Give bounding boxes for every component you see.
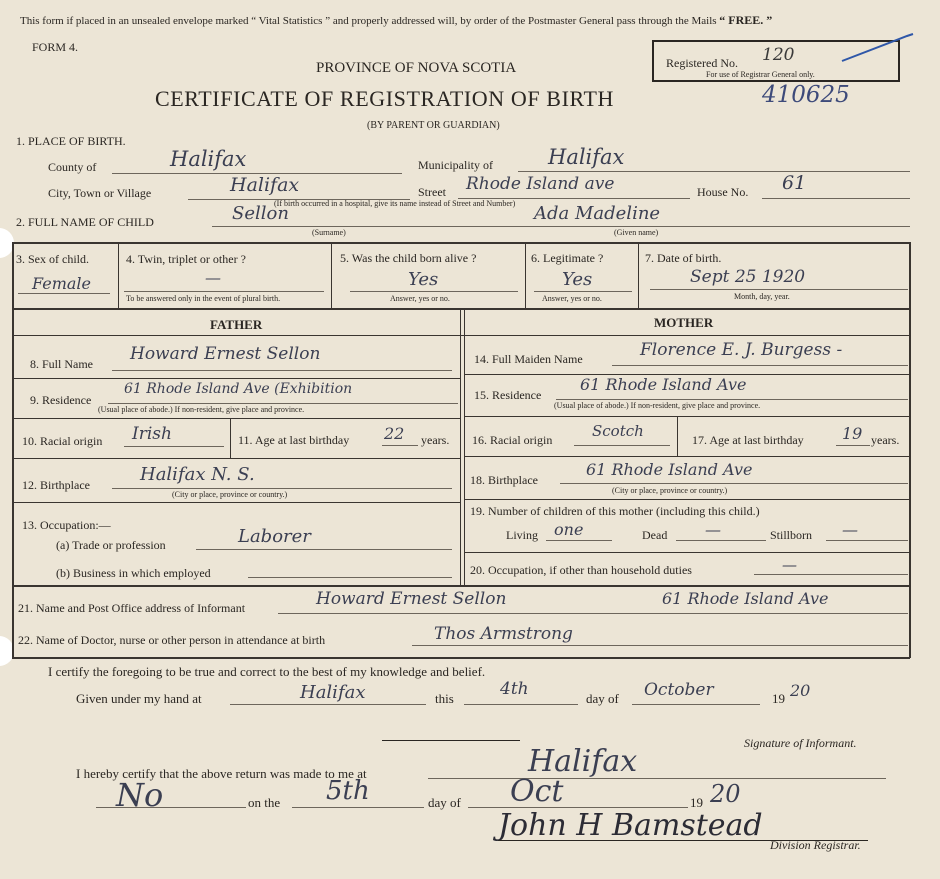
dead-label: Dead — [642, 528, 668, 542]
place-of-birth-label: 1. PLACE OF BIRTH. — [16, 134, 126, 148]
mother-residence-line — [556, 399, 908, 400]
father-racial-label: 10. Racial origin — [22, 434, 103, 448]
father-heading: FATHER — [210, 317, 263, 332]
twin-line — [124, 291, 324, 292]
house-value: 61 — [782, 172, 807, 194]
twin-label: 4. Twin, triplet or other ? — [126, 252, 246, 266]
father-residence-note: (Usual place of abode.) If non-resident, give place and province. — [98, 405, 305, 414]
mother-name-line — [612, 365, 908, 366]
row-divider — [465, 416, 910, 417]
father-racial-value: Irish — [132, 424, 172, 444]
twin-value: — — [205, 268, 221, 287]
hospital-note: (If birth occurred in a hospital, give its name instead of Street and Number) — [274, 199, 516, 208]
father-trade-line — [196, 549, 452, 550]
registrar-day-value: 5th — [326, 776, 370, 806]
alive-value: Yes — [408, 269, 439, 290]
doctor-value: Thos Armstrong — [434, 624, 573, 644]
father-age-line — [382, 445, 418, 446]
registrar-day-line — [292, 807, 424, 808]
registrar-year-value: 20 — [710, 780, 741, 808]
mother-racial-line — [574, 445, 670, 446]
mother-birthplace-line — [560, 483, 908, 484]
twin-note: To be answered only in the event of plural birth. — [126, 294, 281, 303]
certificate-number: 410625 — [762, 82, 850, 108]
city-value: Halifax — [230, 174, 300, 196]
registered-label: Registered No. — [666, 56, 738, 70]
mother-age-line — [836, 445, 870, 446]
dead-line — [676, 540, 766, 541]
row-divider — [12, 657, 910, 659]
registrar-statement: I hereby certify that the above return was made to me at — [76, 766, 367, 781]
row-divider — [12, 502, 460, 503]
informant-signature-line — [382, 740, 520, 741]
mother-heading: MOTHER — [654, 315, 714, 330]
mail-notice — [20, 13, 772, 28]
mother-occupation-value: — — [782, 556, 797, 574]
given-place-value: Halifax — [300, 682, 366, 703]
stillborn-value: — — [842, 520, 858, 539]
column-divider — [677, 416, 678, 456]
legitimate-label: 6. Legitimate ? — [531, 251, 604, 265]
house-line — [762, 198, 910, 199]
mother-occupation-line — [754, 574, 908, 575]
father-occupation-label: 13. Occupation:— — [22, 518, 111, 532]
father-birthplace-note: (City or place, province or country.) — [172, 490, 288, 499]
registrar-number-line — [96, 807, 246, 808]
dob-line — [650, 289, 908, 290]
check-mark-icon — [837, 30, 917, 66]
father-residence-line — [108, 403, 458, 404]
mother-name-label: 14. Full Maiden Name — [474, 352, 583, 366]
municipality-line — [518, 171, 910, 172]
legitimate-line — [534, 291, 632, 292]
father-trade-value: Laborer — [238, 526, 311, 547]
alive-label: 5. Was the child born alive ? — [340, 251, 477, 265]
column-divider — [118, 242, 119, 308]
father-birthplace-label: 12. Birthplace — [22, 478, 90, 492]
mother-age-suffix: years. — [871, 433, 900, 447]
given-label: Given under my hand at — [76, 691, 202, 706]
father-trade-label: (a) Trade or profession — [56, 538, 166, 552]
house-label: House No. — [697, 185, 749, 199]
given-note: (Given name) — [614, 228, 659, 237]
alive-note: Answer, yes or no. — [390, 294, 450, 303]
municipality-label: Municipality of — [418, 158, 493, 172]
alive-line — [350, 291, 518, 292]
mother-name-value: Florence E. J. Burgess - — [640, 340, 843, 360]
dead-value: — — [705, 520, 721, 539]
doctor-line — [412, 645, 908, 646]
registered-box — [652, 40, 900, 82]
registrar-number-value: No — [116, 776, 164, 814]
row-divider — [12, 418, 460, 419]
column-divider — [525, 242, 526, 308]
mother-racial-value: Scotch — [592, 422, 644, 440]
stillborn-line — [826, 540, 908, 541]
county-value: Halifax — [170, 147, 247, 171]
sex-value: Female — [32, 274, 91, 293]
street-label: Street — [418, 185, 446, 199]
father-residence-value: 61 Rhode Island Ave (Exhibition — [124, 381, 353, 397]
given-place-line — [230, 704, 426, 705]
father-birthplace-value: Halifax N. S. — [140, 464, 255, 485]
informant-label: 21. Name and Post Office address of Informant — [18, 601, 246, 615]
registrar-day-of-label: day of — [428, 795, 461, 810]
sex-line — [18, 293, 110, 294]
city-label: City, Town or Village — [48, 186, 152, 200]
row-divider — [12, 378, 460, 379]
mail-notice-text: This form if placed in an unsealed envelope marked “ Vital Statistics ” and properly addressed will, by order of the Postmaster General pass through the Mails — [20, 15, 717, 27]
day-line — [464, 704, 578, 705]
stillborn-label: Stillborn — [770, 528, 813, 542]
dob-note: Month, day, year. — [734, 292, 790, 301]
legitimate-note: Answer, yes or no. — [542, 294, 602, 303]
registrar-year-prefix: 19 — [690, 795, 703, 810]
registered-value: 120 — [762, 45, 795, 65]
registrar-on-the-label: on the — [248, 795, 281, 810]
day-of-label: day of — [586, 691, 619, 706]
frame-right — [909, 242, 911, 658]
father-business-label: (b) Business in which employed — [56, 566, 211, 580]
child-name-label: 2. FULL NAME OF CHILD — [16, 215, 154, 229]
informant-signature-label: Signature of Informant. — [744, 736, 857, 750]
row-divider — [12, 458, 460, 459]
year-value: 20 — [790, 681, 811, 700]
doctor-label: 22. Name of Doctor, nurse or other person in attendance at birth — [18, 633, 326, 647]
row-divider — [465, 552, 910, 553]
father-age-suffix: years. — [421, 433, 450, 447]
certificate-title: CERTIFICATE OF REGISTRATION OF BIRTH — [155, 86, 614, 111]
mother-racial-label: 16. Racial origin — [472, 433, 553, 447]
father-name-line — [112, 370, 452, 371]
living-label: Living — [506, 528, 538, 542]
registrar-month-value: Oct — [510, 774, 564, 809]
certificate-subtitle: (BY PARENT OR GUARDIAN) — [367, 120, 500, 131]
row-divider — [12, 242, 910, 244]
father-business-line — [248, 577, 452, 578]
father-age-value: 22 — [384, 424, 405, 443]
informant-line — [278, 613, 908, 614]
mother-occupation-label: 20. Occupation, if other than household duties — [470, 563, 692, 577]
living-line — [546, 540, 612, 541]
father-racial-line — [124, 446, 224, 447]
month-value: October — [644, 680, 714, 700]
parents-divider — [464, 308, 465, 585]
surname-note: (Surname) — [312, 228, 346, 237]
father-age-label: 11. Age at last birthday — [238, 433, 350, 447]
mother-residence-label: 15. Residence — [474, 388, 542, 402]
father-name-value: Howard Ernest Sellon — [130, 344, 321, 364]
province-title: PROVINCE OF NOVA SCOTIA — [316, 60, 517, 76]
mother-birthplace-note: (City or place, province or country.) — [612, 486, 728, 495]
father-name-label: 8. Full Name — [30, 357, 93, 371]
column-divider — [638, 242, 639, 308]
informant-address-value: 61 Rhode Island Ave — [662, 589, 829, 608]
row-divider — [465, 456, 910, 457]
this-label: this — [435, 691, 454, 706]
child-given-value: Ada Madeline — [534, 203, 661, 224]
informant-name-value: Howard Ernest Sellon — [316, 589, 507, 609]
living-value: one — [554, 520, 584, 539]
heading-divider — [12, 335, 910, 336]
registrar-place-value: Halifax — [528, 744, 638, 779]
father-birthplace-line — [112, 488, 452, 489]
registered-note: For use of Registrar General only. — [706, 70, 815, 79]
street-value: Rhode Island ave — [466, 174, 615, 194]
father-residence-label: 9. Residence — [30, 393, 92, 407]
mother-age-label: 17. Age at last birthday — [692, 433, 804, 447]
registrar-place-line — [428, 778, 886, 779]
mother-residence-value: 61 Rhode Island Ave — [580, 375, 747, 394]
mother-birthplace-value: 61 Rhode Island Ave — [586, 460, 753, 479]
mother-age-value: 19 — [842, 424, 863, 443]
dob-value: Sept 25 1920 — [690, 267, 806, 287]
mother-residence-note: (Usual place of abode.) If non-resident, give place and province. — [554, 401, 761, 410]
registrar-label: Division Registrar. — [770, 838, 861, 852]
child-surname-value: Sellon — [232, 203, 289, 224]
mail-notice-free: “ FREE. ” — [719, 13, 773, 27]
legitimate-value: Yes — [562, 269, 593, 290]
frame-left — [12, 242, 14, 658]
mother-birthplace-label: 18. Birthplace — [470, 473, 538, 487]
column-divider — [331, 242, 332, 308]
year-prefix: 19 — [772, 691, 785, 706]
municipality-value: Halifax — [548, 145, 625, 169]
column-divider — [230, 418, 231, 458]
parents-divider — [460, 308, 461, 585]
row-divider — [12, 308, 910, 310]
county-label: County of — [48, 160, 97, 174]
sex-label: 3. Sex of child. — [16, 252, 89, 266]
month-line — [632, 704, 760, 705]
registrar-signature: John H Bamstead — [498, 808, 763, 843]
child-name-line — [212, 226, 910, 227]
row-divider — [12, 585, 910, 587]
mother-children-label: 19. Number of children of this mother (including this child.) — [470, 504, 760, 518]
dob-label: 7. Date of birth. — [645, 251, 722, 265]
row-divider — [465, 499, 910, 500]
day-value: 4th — [500, 679, 529, 699]
certification-statement: I certify the foregoing to be true and correct to the best of my knowledge and belief. — [48, 664, 486, 679]
form-number: FORM 4. — [32, 40, 79, 54]
